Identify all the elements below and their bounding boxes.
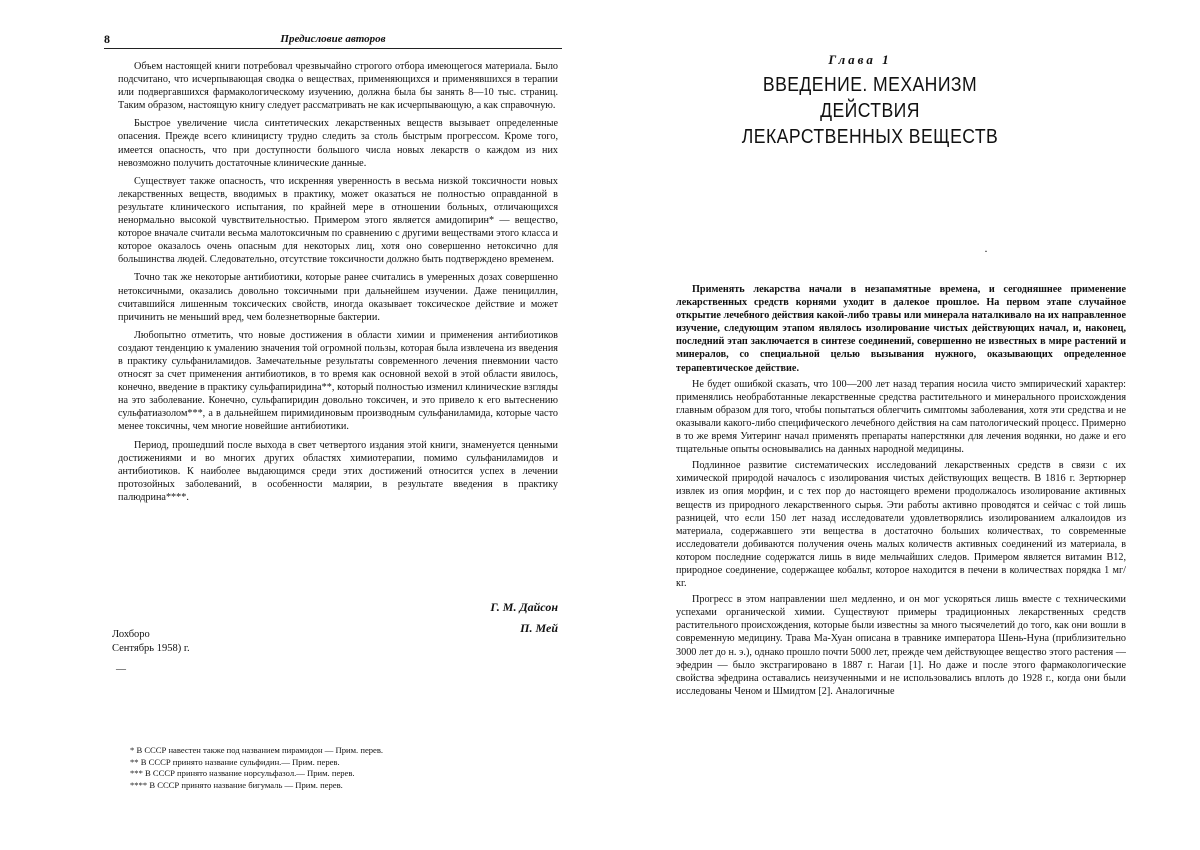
place-date (112, 628, 190, 656)
paragraph: Быстрое увеличение числа синтетических лекарственных веществ вызывает определенные опасения. Прежде всего клиницисту трудно следить за столь быстрым прогрессом. Кроме того, имеется опасность, что при доступности большого числа новых лекарств о каждом из них невозможно получить достаточные клинические данные. (118, 118, 558, 169)
separator-dash: — (116, 664, 126, 675)
paragraph: Объем настоящей книги потребовал чрезвычайно строгого отбора имеющегося материала. Было подсчитано, что исчерпывающая сводка о веществах, применяющихся и применявшихся в терапии или подвергавшихся фармакологическому изучению, должна была бы занять 8—10 тыс. страниц. Таким образом, настоящую книгу следует рассматривать не как исчерпывающую, а как справочную. (118, 61, 558, 112)
chapter-title (738, 72, 1002, 150)
place: Лохборо (112, 629, 150, 640)
footnote: **** В СССР принято название бигумаль — Прим. перев. (130, 779, 343, 790)
page-number: 8 (104, 32, 110, 46)
chapter-title-line: ЛЕКАРСТВЕННЫХ ВЕЩЕСТВ (741, 126, 999, 148)
author-signature: Г. М. Дайсон (490, 600, 558, 614)
footnotes (130, 745, 550, 791)
preface-body (118, 60, 558, 509)
author-signature: П. Мей (520, 621, 558, 635)
stray-mark: · (984, 244, 988, 258)
footnote: * В СССР навестен также под названием пирамидон — Прим. перев. (130, 745, 384, 755)
paragraph: Существует также опасность, что искренняя уверенность в весьма низкой токсичности новых лекарственных веществ, вводимых в практику, может оказаться не полностью оправданной в результате клинического испытания, по крайней мере в отношении больных, отличающихся ненормально высокой чувствительностью. Примером этого является амидопирин* — вещество, которое вначале считали весьма малотоксичным по сравнению с другими веществами этого класса и которое оказалось очень опасным для некоторых лиц, хотя оно совершенно нетоксично для большинства людей. Следовательно, отсутствие токсичности должно быть подтверждено временем. (118, 175, 558, 266)
running-title: Предисловие авторов (280, 33, 386, 45)
paragraph: Период, прошедший после выхода в свет четвертого издания этой книги, знаменуется ценными достижениями и во многих других областях химиотерапии, помимо сульфаниламидов и антибиотиков. К наиболее выдающимся среди этих достижений относится успех в лечении протозойных заболеваний, в особенности малярии, в результате введения в практику палюдрина****. (118, 439, 558, 503)
paragraph: Применять лекарства начали в незапамятные времена, и сегодняшнее применение лекарственных средств корнями уходит в далекое прошлое. На первом этапе случайное открытие лечебного действия какой-либо травы или минерала наталкивало на их направленное изучение, следующим этапом являлось изолирование чистых действующих начал, и, наконец, последний этап заключается в синтезе соединений, совершенно не известных в мире растений и минералов, со специальной целью вызывания нужного, оказывающих определенное терапевтическое действие. (676, 284, 1126, 374)
running-head (104, 32, 562, 49)
chapter-title-line: ВВЕДЕНИЕ. МЕХАНИЗМ ДЕЙСТВИЯ (762, 74, 978, 122)
paragraph: Прогресс в этом направлении шел медленно, и он мог ускоряться лишь вместе с техническими успехами органической химии. Существуют примеры традиционных лекарственных средств растительного происхождения, которые были известны за много тысячелетий до того, как они вошли в современную медицину. Трава Ма-Хуан описана в травнике императора Шень-Нуна (приблизительно 3000 лет до н. э.), однако прошло почти 5000 лет, прежде чем действующее вещество этого растения — эфедрин — было экстрагировано в 1887 г. Нагаи [1]. Но даже и после этого фармакологические свойства эфедрина оставались неизученными и не использовались вплоть до 1928 г., когда они были исследованы Ченом и Шмидтом [2]. Аналогичные (676, 594, 1126, 697)
date: Сентябрь 1958) г. (112, 643, 190, 654)
chapter-body (676, 283, 1126, 701)
footnote: *** В СССР принято название норсульфазол.— Прим. перев. (130, 768, 355, 778)
paragraph: Любопытно отметить, что новые достижения в области химии и применения антибиотиков создают тенденцию к умалению значения той огромной пользы, которая была извлечена из введения в практику сульфаниламидов. Замечательные результаты современного лечения пневмонии часто относят за счет применения антибиотиков, в то время как основной вехой в этой области явилось, конечно, введение в практику сульфапиридина**, который полностью изменил клинические взгляды на это заболевание. Конечно, сульфапиридин довольно токсичен, и это привело к его вытеснению сульфатиазолом***, а в дальнейшем пиримидиновым производным сульфаниламида, которые часто менее токсичны, чем многие новейшие антибиотики. (118, 329, 558, 433)
paragraph: Подлинное развитие систематических исследований лекарственных средств в связи с их химической природой началось с изолирования чистых действующих веществ. В 1816 г. Зертюрнер извлек из опия морфин, и с тех пор до настоящего времени продолжалось изолирование активных веществ из природного лекарственного сырья. Эти работы активно проводятся и сейчас с той лишь разницей, что если 150 лет назад исследователи удовлетворялись изолированием алкалоидов из материала, содержавшего эти вещества в достаточно больших количествах, то современные исследователи добиваются получения очень малых количеств активных соединений из материала, в котором последние содержатся лишь в виде мельчайших следов. Примером является витамин B12, природное соединение, содержащее кобальт, которое находится в печени в количествах порядка 1 мг/кг. (676, 460, 1126, 590)
chapter-label: Глава 1 (828, 52, 892, 67)
paragraph: Точно так же некоторые антибиотики, которые ранее считались в умеренных дозах совершенно нетоксичными, оказались довольно токсичными при дальнейшем изучении. Даже пенициллин, считавшийся лишенным токсических свойств, иногда оказывает токсическое действие и может причинить не меньший вред, чем болезнетворные бактерии. (118, 272, 558, 323)
footnote: ** В СССР принято название сульфидин.— Прим. перев. (130, 756, 340, 767)
paragraph: Не будет ошибкой сказать, что 100—200 лет назад терапия носила чисто эмпирический характер: применялись необработанные лекарственные средства растительного и минерального происхождения главным образом для того, чтобы попытаться облегчить симптомы заболевания, хотя эти средства и не оказывали какого-либо специфического лечебного действия на сам патологический процесс. Примерно в то же время Уитеринг начал применять препараты наперстянки для лечения водянки, но даже и его тщательные опыты основывались на данных народной медицины. (676, 378, 1126, 456)
